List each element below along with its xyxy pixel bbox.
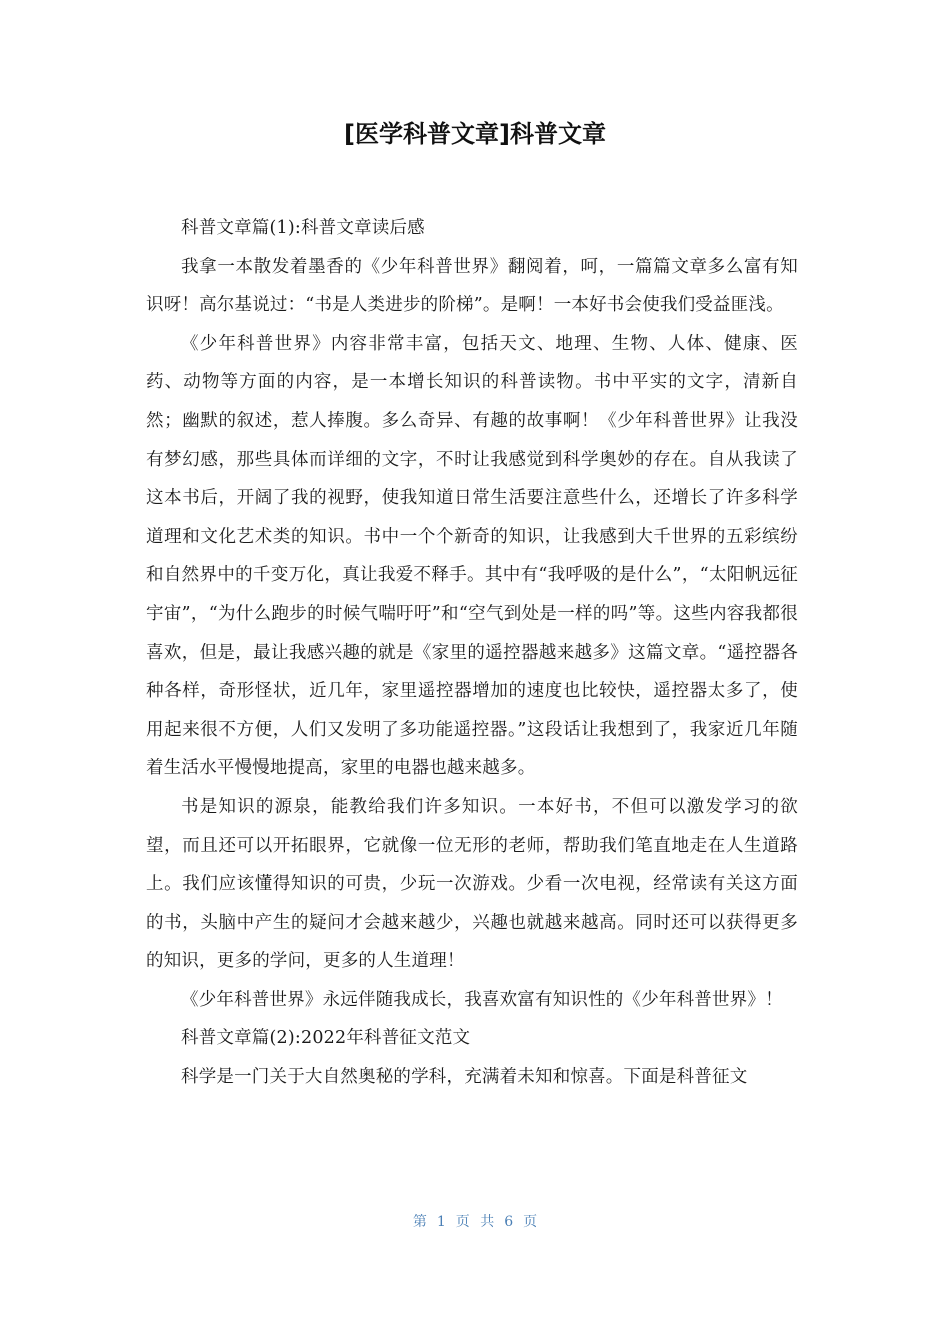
document-title: [医学科普文章]科普文章 — [344, 120, 606, 148]
paragraph: 我拿一本散发着墨香的《少年科普世界》翻阅着，呵，一篇篇文章多么富有知识呀！高尔基说过：“书是人类进步的阶梯”。是啊！一本好书会使我们受益匪浅。 — [146, 256, 798, 316]
page-number: 1 — [436, 1214, 446, 1230]
document-body — [146, 209, 798, 1097]
paragraph: 书是知识的源泉，能教给我们许多知识。一本好书，不但可以激发学习的欲望，而且还可以开拓眼界，它就像一位无形的老师，帮助我们笔直地走在人生道路上。我们应该懂得知识的可贵，少玩一次游戏。少看一次电视，经常读有关这方面的书，头脑中产生的疑问才会越来越少，兴趣也就越来越高。同时还可以获得更多的知识，更多的学问，更多的人生道理！ — [146, 796, 798, 972]
paragraph: 《少年科普世界》内容非常丰富，包括天文、地理、生物、人体、健康、医药、动物等方面的内容，是一本增长知识的科普读物。书中平实的文字，清新自然；幽默的叙述，惹人捧腹。多么奇异、有趣的故事啊！《少年科普世界》让我没有梦幻感，那些具体而详细的文字，不时让我感觉到科学奥妙的存在。自从我读了这本书后，开阔了我的视野，使我知道日常生活要注意些什么，还增长了许多科学道理和文化艺术类的知识。书中一个个新奇的知识，让我感到大千世界的五彩缤纷和自然界中的千变万化，真让我爱不释手。其中有“我呼吸的是什么”，“太阳帆远征宇宙”，“为什么跑步的时候气喘吁吁”和“空气到处是一样的吗”等。这些内容我都很喜欢，但是，最让我感兴趣的就是《家里的遥控器越来越多》这篇文章。“遥控器各种各样，奇形怪状，近几年，家里遥控器增加的速度也比较快，遥控器太多了，使用起来很不方便，人们又发明了多功能遥控器。”这段话让我想到了，我家近几年随着生活水平慢慢地提高，家里的电器也越来越多。 — [146, 333, 798, 779]
paragraph: 科学是一门关于大自然奥秘的学科，充满着未知和惊喜。下面是科普征文 — [181, 1067, 748, 1088]
total-pages: 6 — [504, 1214, 514, 1230]
page-separator: 页 共 — [455, 1214, 495, 1230]
paragraph: 《少年科普世界》永远伴随我成长，我喜欢富有知识性的《少年科普世界》！ — [181, 989, 783, 1010]
section-heading-2: 科普文章篇(2):2022年科普征文范文 — [181, 1028, 471, 1049]
page-suffix: 页 — [523, 1214, 538, 1230]
page-label: 第 — [412, 1214, 427, 1230]
page-footer — [0, 1210, 950, 1234]
section-heading-1: 科普文章篇(1):科普文章读后感 — [181, 218, 425, 238]
